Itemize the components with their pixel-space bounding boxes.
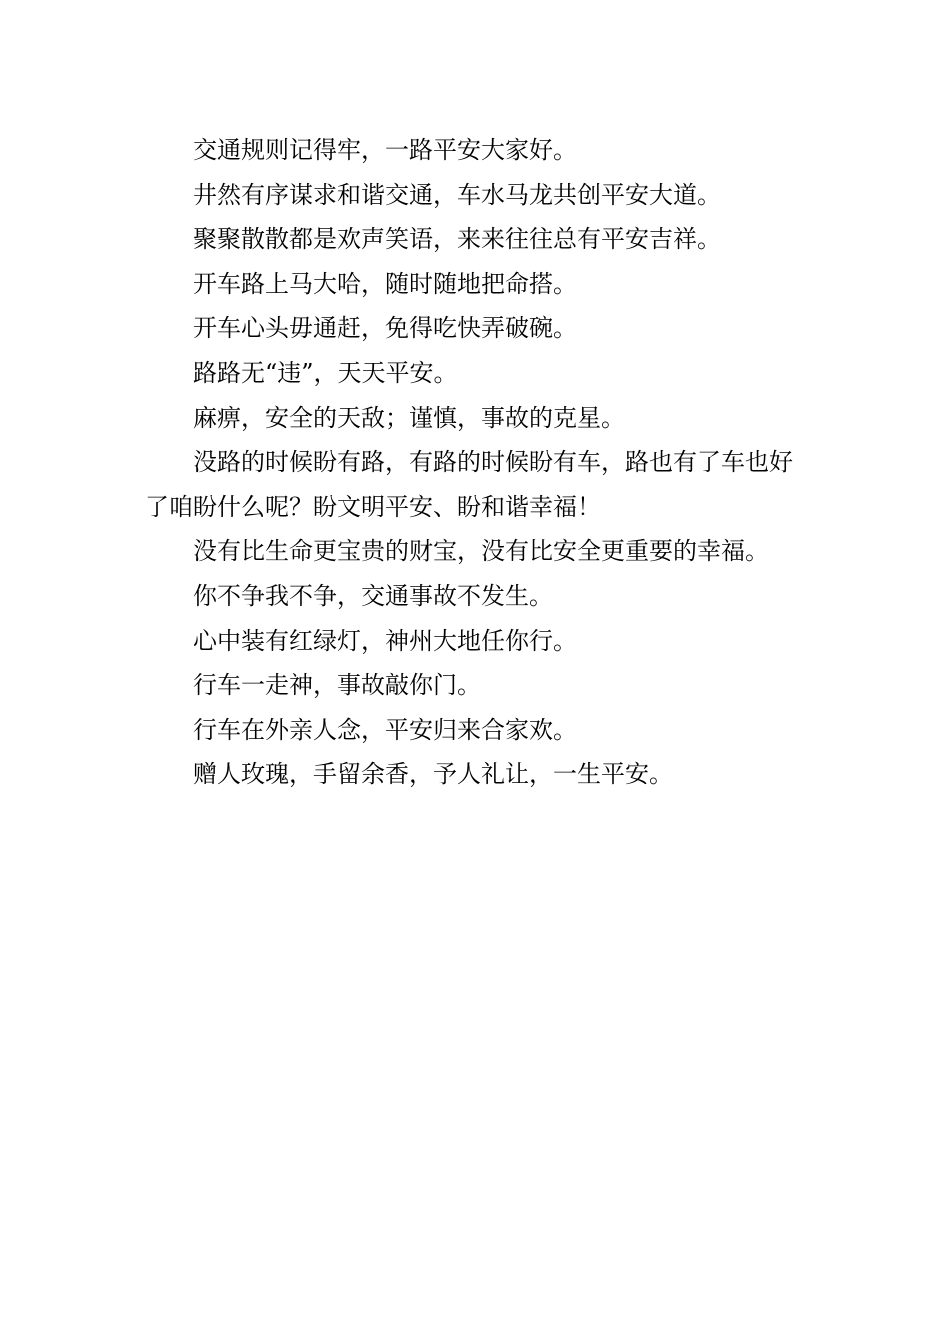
paragraph: 开车心头毋通赶，免得吃快弄破碗。 — [193, 314, 577, 343]
paragraph: 你不争我不争，交通事故不发生。 — [193, 581, 553, 610]
paragraph: 开车路上马大哈，随时随地把命搭。 — [193, 269, 577, 298]
paragraph: 没路的时候盼有路，有路的时候盼有车，路也有了车也好了咱盼什么呢？盼文明平安、盼和谐幸福！ — [145, 448, 793, 521]
paragraph: 行车在外亲人念，平安归来合家欢。 — [193, 715, 577, 744]
paragraph: 没有比生命更宝贵的财宝，没有比安全更重要的幸福。 — [193, 537, 769, 566]
paragraph: 交通规则记得牢，一路平安大家好。 — [193, 136, 577, 164]
paragraph: 麻痹，安全的天敌；谨慎，事故的克星。 — [193, 403, 625, 432]
paragraph: 行车一走神，事故敲你门。 — [193, 671, 481, 700]
paragraph: 赠人玫瑰，手留余香，予人礼让，一生平安。 — [193, 760, 673, 789]
paragraph: 聚聚散散都是欢声笑语，来来往往总有平安吉祥。 — [193, 225, 721, 254]
paragraph: 路路无“违”，天天平安。 — [193, 358, 458, 387]
paragraph: 井然有序谋求和谐交通，车水马龙共创平安大道。 — [193, 180, 721, 209]
paragraph: 心中装有红绿灯，神州大地任你行。 — [193, 626, 577, 655]
document-body — [145, 128, 810, 797]
